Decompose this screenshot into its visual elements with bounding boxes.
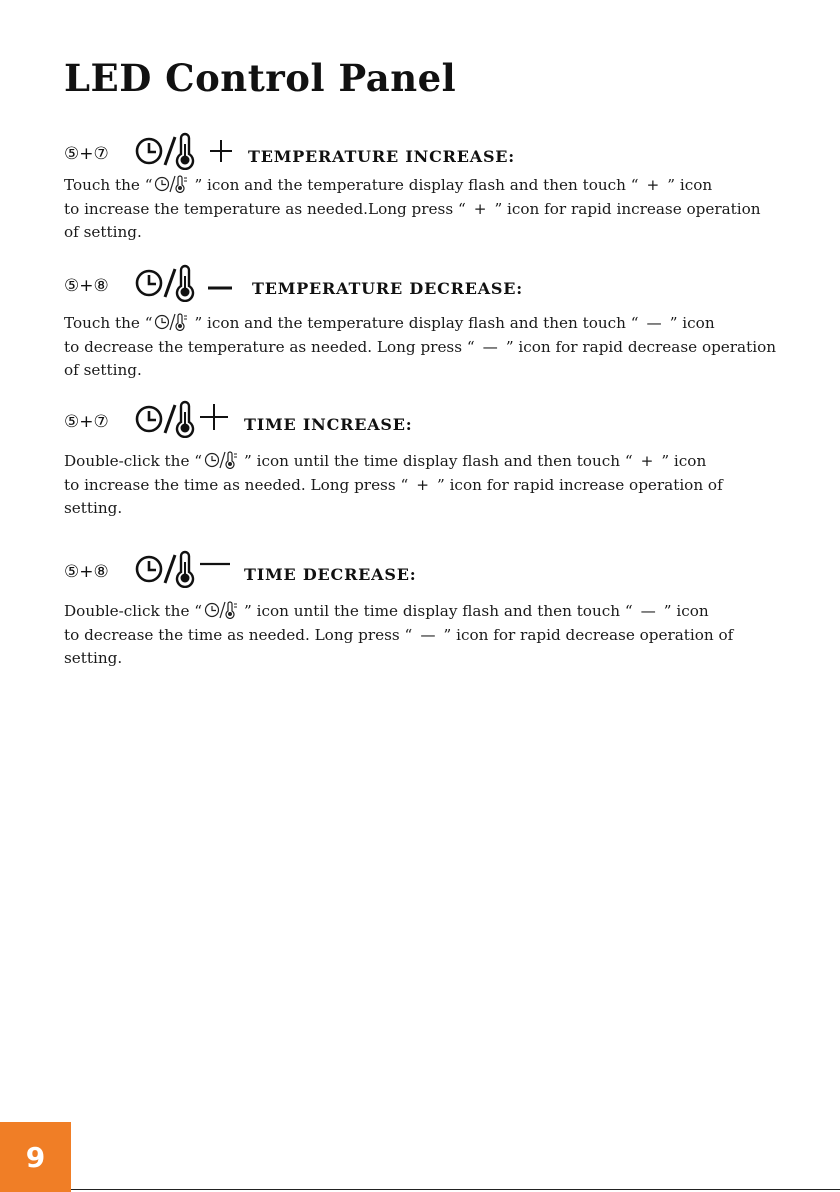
step-references: ⑤+⑧: [64, 276, 109, 296]
body-line: [64, 336, 804, 360]
clock-thermometer-icon: [154, 313, 192, 331]
section-body: [64, 600, 804, 671]
text-span: ” icon: [663, 602, 709, 620]
text-span: ” icon for rapid increase operation: [494, 199, 761, 218]
text-span: ” icon for rapid increase operation of: [436, 475, 723, 494]
text-span: ” icon: [667, 176, 713, 194]
text-span: ” icon and the temperature display flash and then touch “: [194, 176, 639, 194]
step-references: ⑤+⑦: [64, 144, 109, 164]
page-title: LED Control Panel: [64, 56, 457, 100]
text-span: to increase the temperature as needed.Long press “: [64, 199, 466, 218]
section-temperature-decrease: [64, 260, 804, 383]
text-span: to increase the time as needed. Long press “: [64, 475, 409, 494]
body-line: [64, 174, 804, 198]
clock-thermometer-minus-icon: [134, 264, 234, 302]
minus-symbol: —: [420, 625, 436, 644]
plus-symbol: +: [640, 452, 654, 470]
text-span: Touch the “: [64, 314, 153, 332]
plus-symbol: +: [646, 176, 660, 194]
clock-thermometer-minus-icon: [134, 550, 234, 588]
text-span: Touch the “: [64, 176, 153, 194]
body-line: [64, 198, 804, 222]
text-span: ” icon for rapid decrease operation of: [443, 625, 734, 644]
section-time-decrease: [64, 546, 804, 671]
text-span: to decrease the temperature as needed. Long press “: [64, 337, 475, 356]
body-line: [64, 474, 804, 498]
body-line: [64, 312, 804, 336]
plus-symbol: +: [473, 199, 487, 218]
step-references: ⑤+⑦: [64, 412, 109, 432]
plus-symbol: +: [416, 475, 429, 494]
minus-symbol: —: [482, 337, 498, 356]
body-line: [64, 600, 804, 624]
text-span: ” icon and the temperature display flash and then touch “: [194, 314, 639, 332]
clock-thermometer-plus-icon: [134, 400, 234, 438]
section-heading: TEMPERATURE INCREASE:: [248, 147, 516, 166]
text-span: Double-click the “: [64, 602, 203, 620]
body-line: of setting.: [64, 361, 142, 379]
section-time-increase: [64, 396, 804, 521]
text-span: ” icon: [669, 314, 715, 332]
text-span: Double-click the “: [64, 452, 203, 470]
text-span: to decrease the time as needed. Long press “: [64, 625, 413, 644]
text-span: ” icon until the time display flash and then touch “: [244, 602, 633, 620]
text-span: ” icon: [661, 452, 707, 470]
body-line: [64, 624, 804, 648]
section-heading: TIME INCREASE:: [244, 415, 413, 434]
step-references: ⑤+⑧: [64, 562, 109, 582]
body-line: [64, 450, 804, 474]
clock-thermometer-plus-icon: [134, 132, 234, 170]
section-body: [64, 450, 804, 521]
section-heading: TEMPERATURE DECREASE:: [252, 279, 523, 298]
clock-thermometer-icon: [204, 451, 242, 469]
minus-symbol: —: [640, 602, 656, 620]
body-line: setting.: [64, 649, 123, 667]
footer-rule: [71, 1189, 840, 1190]
body-line: of setting.: [64, 223, 142, 241]
text-span: ” icon for rapid decrease operation: [505, 337, 776, 356]
minus-symbol: —: [646, 314, 662, 332]
section-body: [64, 174, 804, 245]
clock-thermometer-icon: [204, 601, 242, 619]
clock-thermometer-icon: [154, 175, 192, 193]
section-temperature-increase: [64, 128, 804, 245]
section-heading: TIME DECREASE:: [244, 565, 417, 584]
page-number: 9: [0, 1122, 71, 1192]
body-line: setting.: [64, 499, 123, 517]
text-span: ” icon until the time display flash and then touch “: [244, 452, 633, 470]
section-body: [64, 312, 804, 383]
